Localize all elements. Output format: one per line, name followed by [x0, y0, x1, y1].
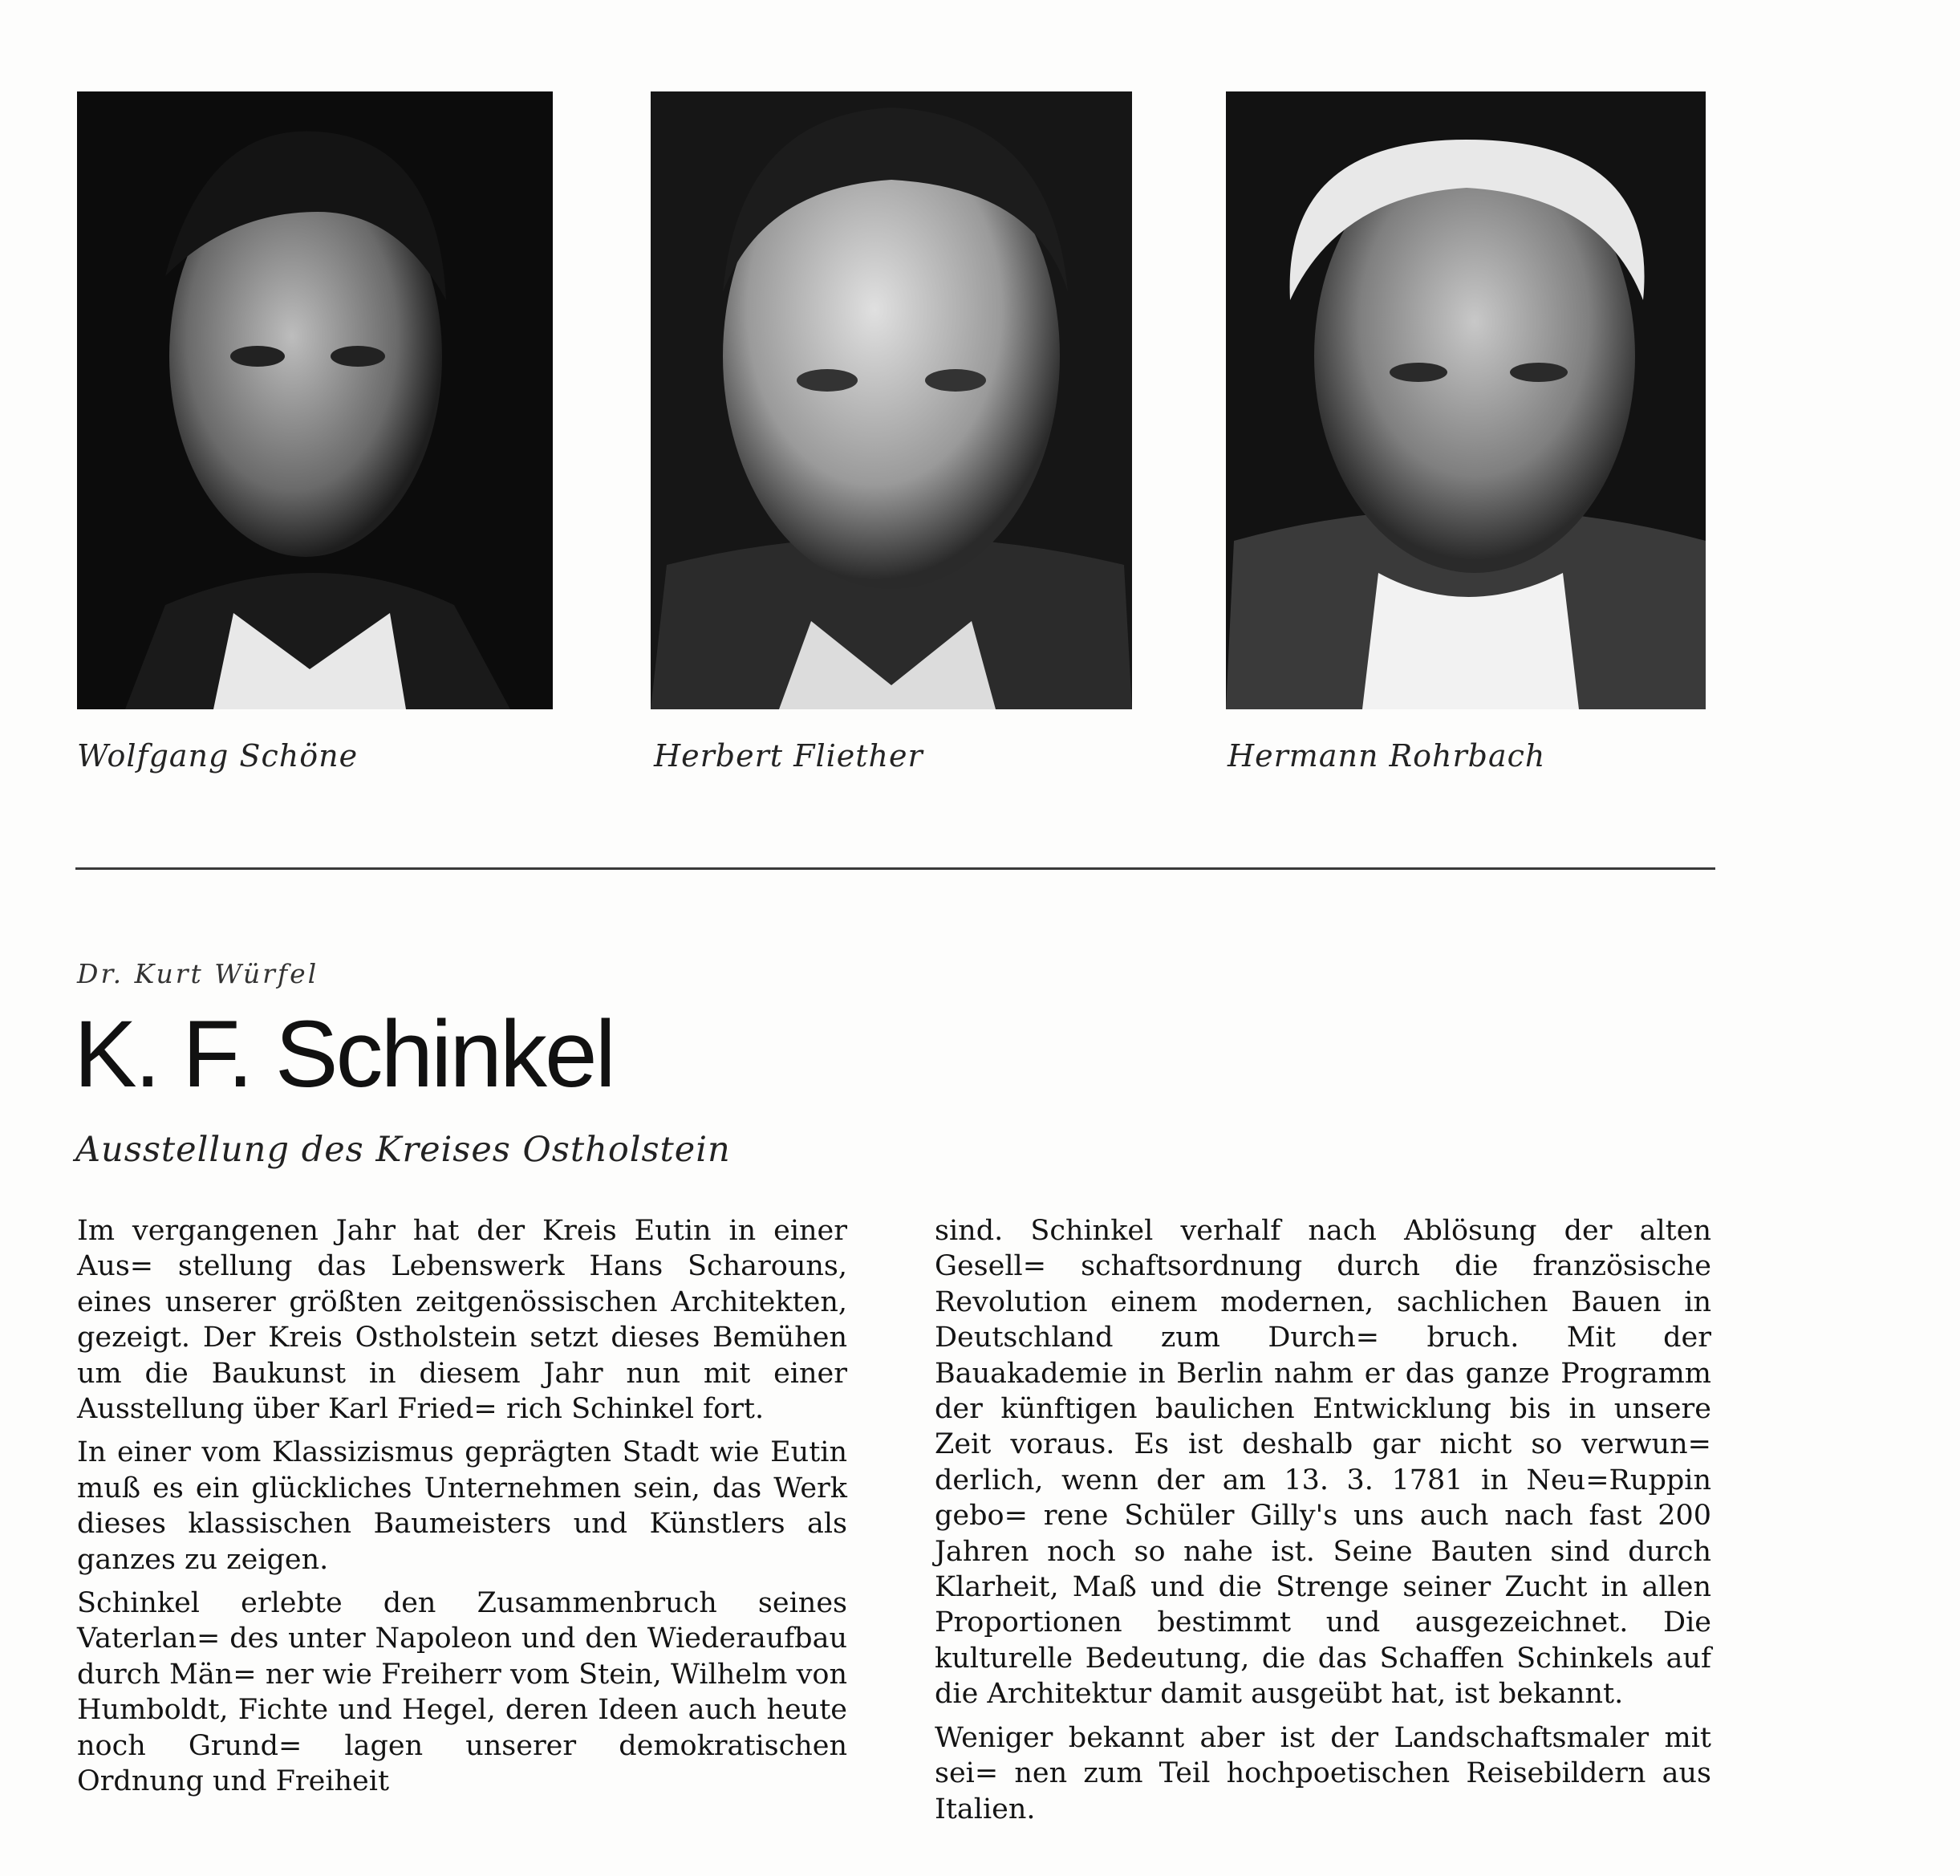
- portrait-photo-hermann-rohrbach: [1226, 91, 1706, 709]
- paragraph: In einer vom Klassizismus geprägten Stadt wie Eutin muß es ein glückliches Unternehmen sein, das Werk dieses klassischen Baumeisters und Künstlers als ganzes zu zeigen.: [77, 1436, 847, 1576]
- paragraph: sind. Schinkel verhalf nach Ablösung der alten Gesell= schaftsordnung durch die französische Revolution einem modernen, sachlichen Bauen in Deutschland zum Durch= bruch. Mit der Bauakademie in Berlin nahm er das ganze Programm der künftigen baulichen Entwicklung bis in unsere Zeit voraus. Es ist deshalb gar nicht so verwun= derlich, wenn der am 13. 3. 1781 in Neu=Ruppin gebo= rene Schüler Gilly's uns auch nach fast 200 Jahren noch so nahe ist. Seine Bauten sind durch Klarheit, Maß und die Strenge seiner Zucht in allen Proportionen bestimmt und ausgezeichnet. Die kulturelle Bedeutung, die das Schaffen Schinkels auf die Architektur damit ausgeübt hat, ist bekannt.: [935, 1215, 1711, 1711]
- portrait-caption: Hermann Rohrbach: [1228, 738, 1546, 774]
- paragraph: Schinkel erlebte den Zusammenbruch seines Vaterlan= des unter Napoleon und den Wiederaufbau durch Män= ner wie Freiherr vom Stein, Wilhelm von Humboldt, Fichte und Hegel, deren Ideen auch heute noch Grund= lagen unserer demokratischen Ordnung und Freiheit: [77, 1587, 847, 1798]
- article-column-left: [77, 1213, 847, 1808]
- portrait-caption: Wolfgang Schöne: [77, 738, 359, 774]
- article-subtitle: Ausstellung des Kreises Ostholstein: [75, 1130, 731, 1170]
- horizontal-divider: [75, 867, 1715, 870]
- portrait-photo-wolfgang-schoene: [77, 91, 553, 709]
- paragraph: Im vergangenen Jahr hat der Kreis Eutin in einer Aus= stellung das Lebenswerk Hans Scharouns, eines unserer größten zeitgenössischen Architekten, gezeigt. Der Kreis Ostholstein setzt dieses Bemühen um die Baukunst in diesem Jahr nun mit einer Ausstellung über Karl Fried= rich Schinkel fort.: [77, 1215, 847, 1426]
- paragraph: Weniger bekannt aber ist der Landschaftsmaler mit sei= nen zum Teil hochpoetischen Reisebildern aus Italien.: [935, 1721, 1711, 1825]
- portrait-photo-herbert-fliether: [651, 91, 1132, 709]
- portrait-caption: Herbert Fliether: [654, 738, 923, 774]
- article-column-right: [935, 1213, 1711, 1835]
- article-author: Dr. Kurt Würfel: [77, 958, 319, 989]
- article-title: K. F. Schinkel: [74, 1001, 614, 1107]
